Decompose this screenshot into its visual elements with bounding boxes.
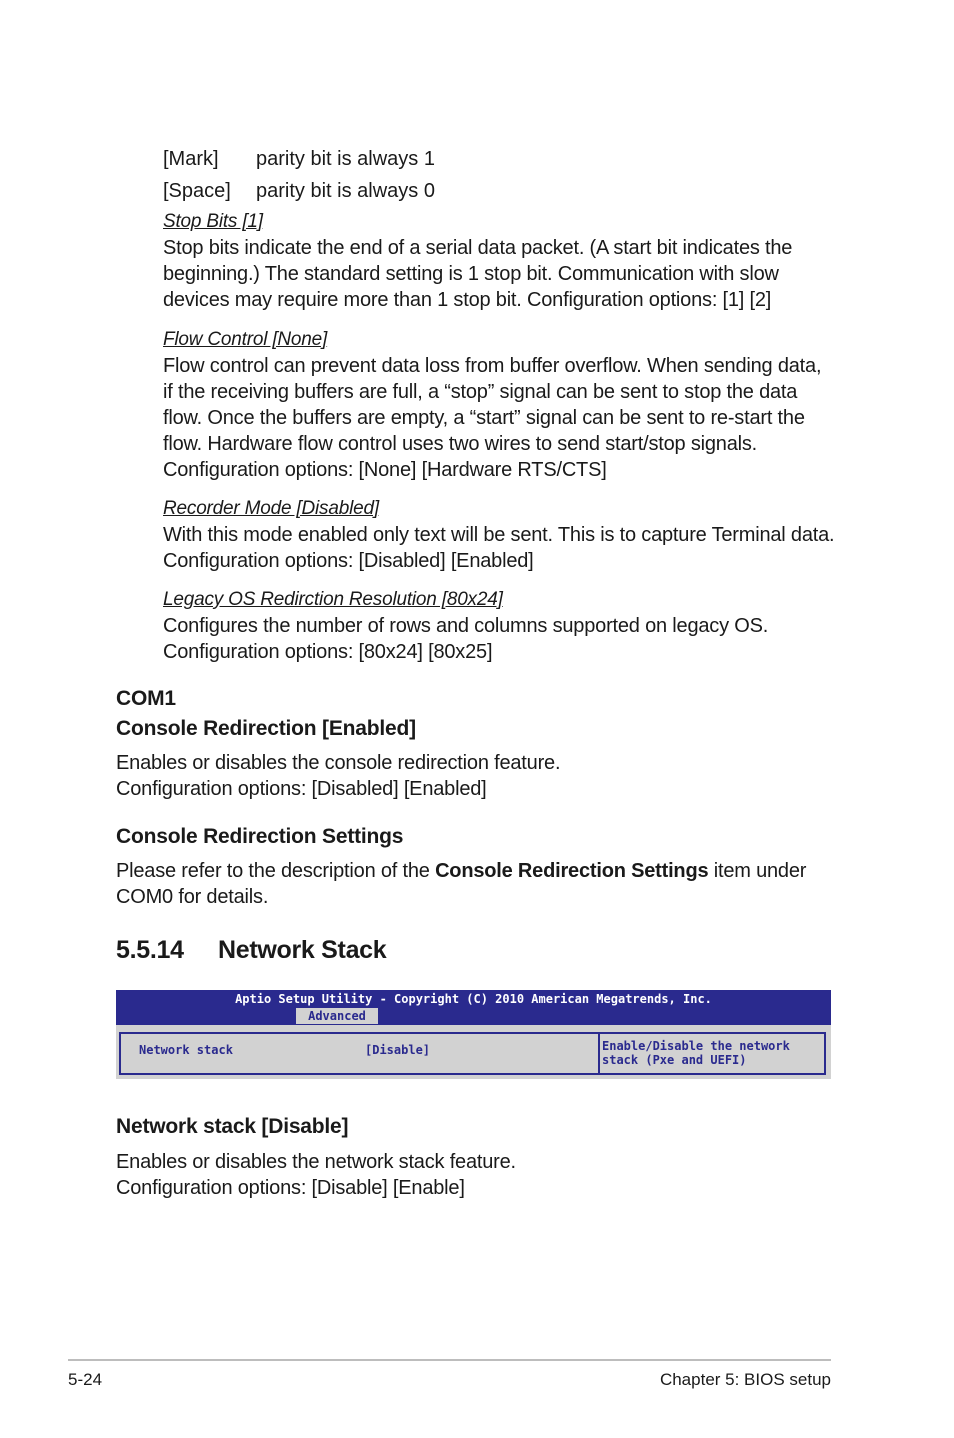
- page-number: 5-24: [68, 1370, 103, 1389]
- text-line: Enables or disables the network stack feature.: [116, 1151, 516, 1173]
- recorder-mode-description: [163, 522, 834, 574]
- text-line: if the receiving buffers are full, a “stop” signal can be sent to stop the data: [163, 381, 798, 403]
- bios-help-text: [602, 1039, 790, 1067]
- console-settings-heading: Console Redirection Settings: [116, 825, 404, 848]
- bios-divider: [598, 1034, 600, 1073]
- footer-rule: [68, 1359, 831, 1361]
- text-line: Configures the number of rows and columns supported on legacy OS.: [163, 615, 769, 637]
- text-line: With this mode enabled only text will be sent. This is to capture Terminal data.: [163, 524, 835, 546]
- network-stack-heading: Network stack [Disable]: [116, 1115, 349, 1138]
- text-line: Enables or disables the console redirection feature.: [116, 752, 561, 774]
- text-line: Stop bits indicate the end of a serial data packet. (A start bit indicates the: [163, 237, 793, 259]
- text-segment: item under: [708, 860, 807, 882]
- stop-bits-description: [163, 235, 792, 313]
- bios-item-network-stack[interactable]: Network stack: [139, 1043, 233, 1057]
- text-line: COM0 for details.: [116, 886, 269, 908]
- parity-option-mark: [163, 146, 435, 172]
- bios-tab-advanced[interactable]: Advanced: [296, 1008, 378, 1024]
- bios-header: [116, 990, 831, 1025]
- section-number: 5.5.14: [116, 936, 184, 964]
- legacy-os-description: [163, 613, 768, 665]
- text-line: Configuration options: [Disabled] [Enabled]: [116, 778, 487, 800]
- console-settings-description: [116, 858, 806, 910]
- help-line: Enable/Disable the network: [602, 1039, 790, 1053]
- network-stack-description: [116, 1149, 516, 1201]
- section-name: Network Stack: [218, 936, 387, 964]
- text-line: Configuration options: [None] [Hardware RTS/CTS]: [163, 459, 607, 481]
- text-segment: Please refer to the description of the: [116, 860, 436, 882]
- text-line: devices may require more than 1 stop bit. Configuration options: [1] [2]: [163, 289, 772, 311]
- parity-desc: parity bit is always 1: [256, 148, 435, 170]
- text-line: flow. Once the buffers are empty, a “start” signal can be sent to re-start the: [163, 407, 805, 429]
- flow-control-title: Flow Control [None]: [163, 329, 328, 350]
- bios-item-value[interactable]: [Disable]: [365, 1043, 431, 1057]
- bios-screen: [116, 990, 831, 1079]
- help-line: stack (Pxe and UEFI): [602, 1053, 747, 1067]
- console-redirection-description: [116, 750, 560, 802]
- parity-key: [Space]: [163, 180, 231, 202]
- text-line: Configuration options: [Disable] [Enable]: [116, 1177, 465, 1199]
- stop-bits-title: Stop Bits [1]: [163, 211, 263, 232]
- text-line: [116, 858, 806, 884]
- recorder-mode-title: Recorder Mode [Disabled]: [163, 498, 379, 519]
- bold-reference: Console Redirection Settings: [435, 860, 709, 882]
- bios-panel: [119, 1032, 826, 1075]
- bios-title: Aptio Setup Utility - Copyright (C) 2010 American Megatrends, Inc.: [235, 992, 712, 1006]
- chapter-label: Chapter 5: BIOS setup: [659, 1370, 831, 1389]
- text-line: Flow control can prevent data loss from buffer overflow. When sending data,: [163, 355, 822, 377]
- legacy-os-title: Legacy OS Redirction Resolution [80x24]: [163, 589, 503, 610]
- text-line: beginning.) The standard setting is 1 stop bit. Communication with slow: [163, 263, 779, 285]
- flow-control-description: [163, 353, 821, 483]
- console-redirection-heading: Console Redirection [Enabled]: [116, 717, 416, 740]
- parity-option-space: [163, 178, 435, 204]
- parity-desc: parity bit is always 0: [256, 180, 435, 202]
- text-line: Configuration options: [Disabled] [Enabled]: [163, 550, 534, 572]
- com1-heading: COM1: [116, 687, 176, 710]
- section-title: [116, 936, 387, 965]
- text-line: flow. Hardware flow control uses two wires to send start/stop signals.: [163, 433, 758, 455]
- parity-key: [Mark]: [163, 148, 219, 170]
- text-line: Configuration options: [80x24] [80x25]: [163, 641, 493, 663]
